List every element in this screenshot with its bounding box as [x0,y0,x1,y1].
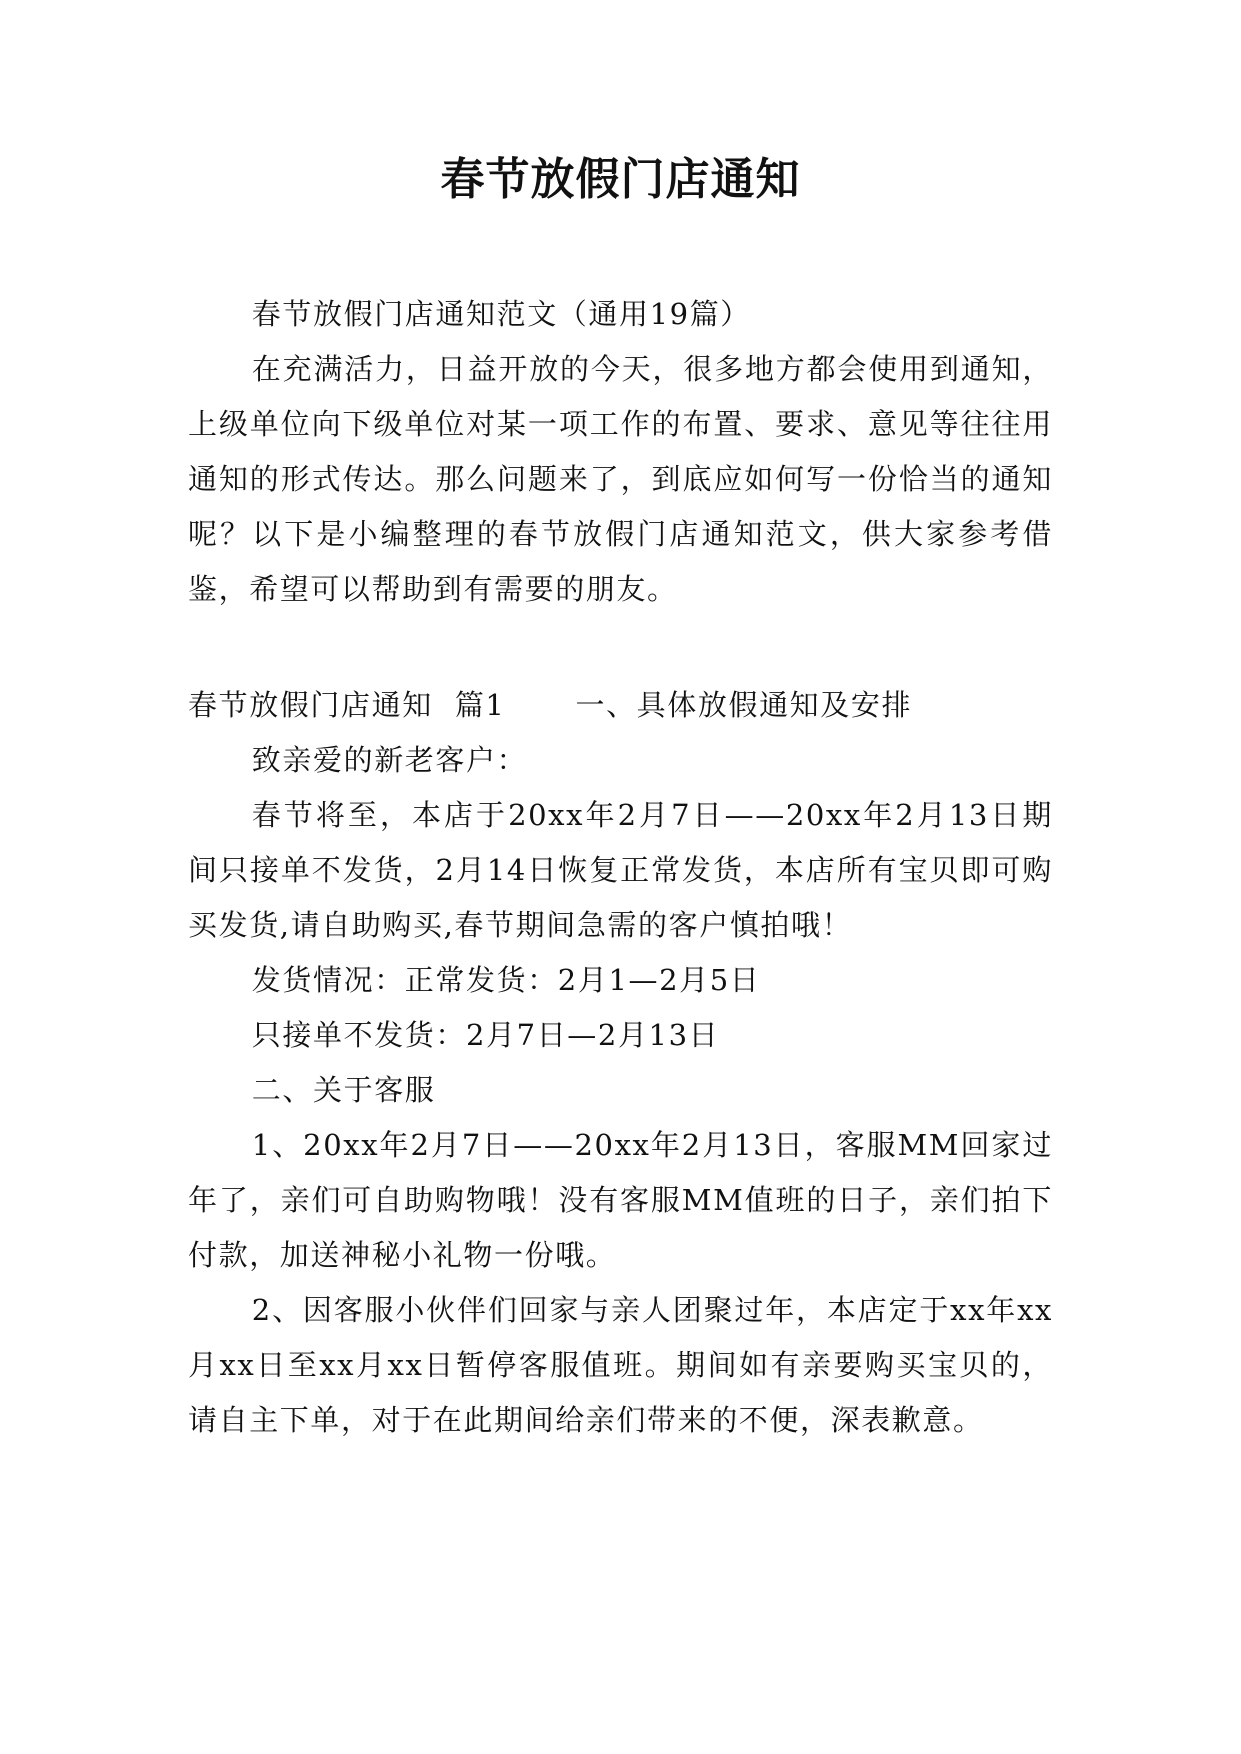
subsection-heading: 二、关于客服 [251,1073,436,1107]
body-paragraph: 2、因客服小伙伴们回家与亲人团聚过年，本店定于xx年xx月xx日至xx月xx日暂停客服值班。期间如有亲要购买宝贝的，请自主下单，对于在此期间给亲们带来的不便，深表歉意。 [188,1293,1053,1437]
salutation: 致亲爱的新老客户： [251,743,528,777]
section-heading-line [188,678,1053,733]
body-paragraph: 春节将至，本店于20xx年2月7日——20xx年2月13日期间只接单不发货，2月14日恢复正常发货，本店所有宝贝即可购买发货,请自助购买,春节期间急需的客户慎拍哦！ [188,798,1053,942]
order-only-line: 只接单不发货：2月7日—2月13日 [251,1018,720,1052]
intro-paragraph: 在充满活力，日益开放的今天，很多地方都会使用到通知，上级单位向下级单位对某一项工作的布置、要求、意见等往往用通知的形式传达。那么问题来了，到底应如何写一份恰当的通知呢？以下是小编整理的春节放假门店通知范文，供大家参考借鉴，希望可以帮助到有需要的朋友。 [188,352,1053,606]
section-name: 春节放假门店通知 [188,688,433,722]
body-paragraph: 1、20xx年2月7日——20xx年2月13日，客服MM回家过年了，亲们可自助购物哦！没有客服MM值班的日子，亲们拍下付款，加送神秘小礼物一份哦。 [188,1128,1053,1272]
document-body [188,287,1053,1448]
section-number: 篇1 [454,688,506,722]
shipping-status-line: 发货情况：正常发货：2月1—2月5日 [251,963,761,997]
document-title: 春节放假门店通知 [440,154,801,205]
document-subtitle: 春节放假门店通知范文（通用19篇） [251,297,751,331]
section-heading: 一、具体放假通知及安排 [575,688,913,722]
